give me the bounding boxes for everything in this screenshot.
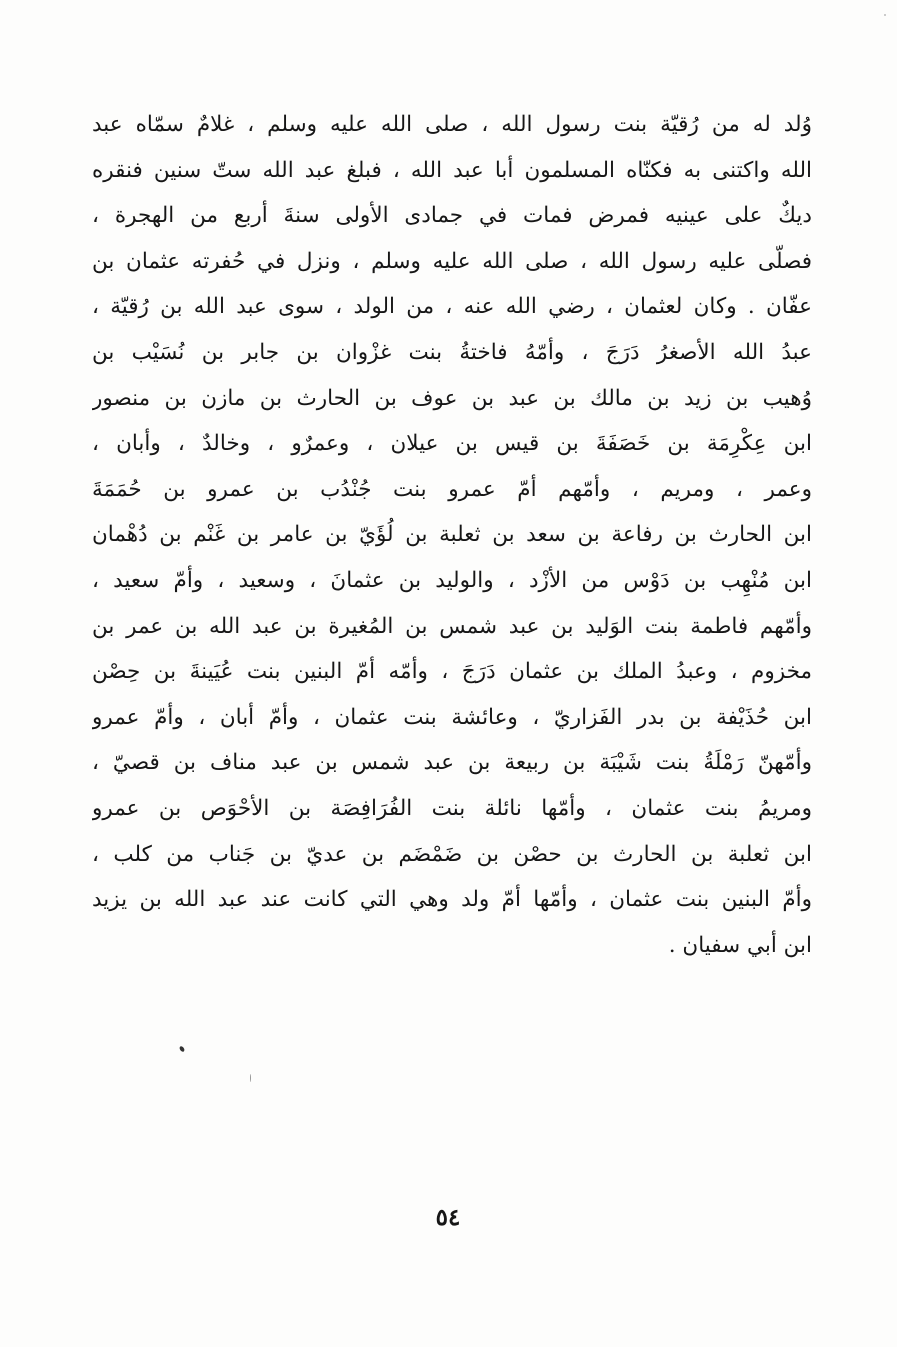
scan-speck: [179, 1045, 186, 1052]
scan-speck: [884, 14, 886, 16]
text-line: عبدُ الله الأصغرُ دَرَجَ ، وأمّهُ فاختةُ بنت غزْوان بن جابر بن نُسَيْب بن: [92, 339, 812, 365]
text-line: وأمّ البنين بنت عثمان ، وأمّها أمّ ولد وهي التي كانت عند عبد الله بن يزيد: [92, 887, 812, 913]
text-line: الله واكتنى به فكنّاه المسلمون أبا عبد الله ، فبلغ عبد الله ستّ سنين فنقره: [92, 157, 812, 183]
page-number: ٥٤: [435, 1204, 461, 1231]
text-line: ابن الحارث بن رفاعة بن سعد بن ثعلبة بن لُؤَيّ بن عامر بن غَنْم بن دُهْمان: [92, 522, 812, 548]
text-line: مخزوم ، وعبدُ الملك بن عثمان دَرَجَ ، وأمّه أمّ البنين بنت عُيَينةَ بن حِصْن: [92, 659, 812, 685]
text-line: عفّان . وكان لعثمان ، رضي الله عنه ، من الولد ، سوى عبد الله بن رُقيّة ،: [92, 294, 812, 320]
text-line: وأمّهم فاطمة بنت الوَليد بن عبد شمس بن المُغيرة بن عبد الله بن عمر بن: [92, 613, 812, 639]
text-line: ابن مُنْهِب بن دَوْس من الأزْد ، والوليد بن عثمانَ ، وسعيد ، وأمّ سعيد ،: [92, 567, 812, 593]
text-line: ابن عِكْرِمَة بن خَصَفَةَ بن قيس بن عيلان ، وعمرٌو ، وخالدٌ ، وأبان ،: [92, 431, 812, 457]
body-text: [92, 102, 812, 968]
scan-speck: [250, 1074, 251, 1082]
text-line: ابن ثعلبة بن الحارث بن حصْن بن ضَمْضَم بن عديّ بن جَناب من كلب ،: [92, 841, 812, 867]
text-line: وُهيب بن زيد بن مالك بن عبد بن عوف بن الحارث بن مازن بن منصور: [92, 385, 812, 411]
text-line: فصلّى عليه رسول الله ، صلى الله عليه وسلم ، ونزل في حُفرته عثمان بن: [92, 248, 812, 274]
text-line: ابن أبي سفيان .: [668, 932, 812, 958]
text-line: وأمّهنّ رَمْلَةُ بنت شَيْبَة بن ربيعة بن عبد شمس بن عبد مناف بن قصيّ ،: [92, 750, 812, 776]
text-line: ومريمُ بنت عثمان ، وأمّها نائلة بنت الفُرَافِصَة بن الأحْوَص بن عمرو: [92, 795, 812, 821]
text-line: ديكٌ على عينيه فمرض فمات في جمادى الأولى سنةَ أربع من الهجرة ،: [92, 203, 812, 229]
text-line: وعمر ، ومريم ، وأمّهم أمّ عمرو بنت جُنْدُب بن عمرو بن حُمَمَةَ: [92, 476, 812, 502]
text-line: وُلد له من رُقيّة بنت رسول الله ، صلى الله عليه وسلم ، غلامٌ سمّاه عبد: [92, 112, 812, 137]
text-line: ابن حُذَيْفة بن بدر الفَزاريّ ، وعائشة بنت عثمان ، وأمّ أبان ، وأمّ عمرو: [92, 704, 812, 730]
